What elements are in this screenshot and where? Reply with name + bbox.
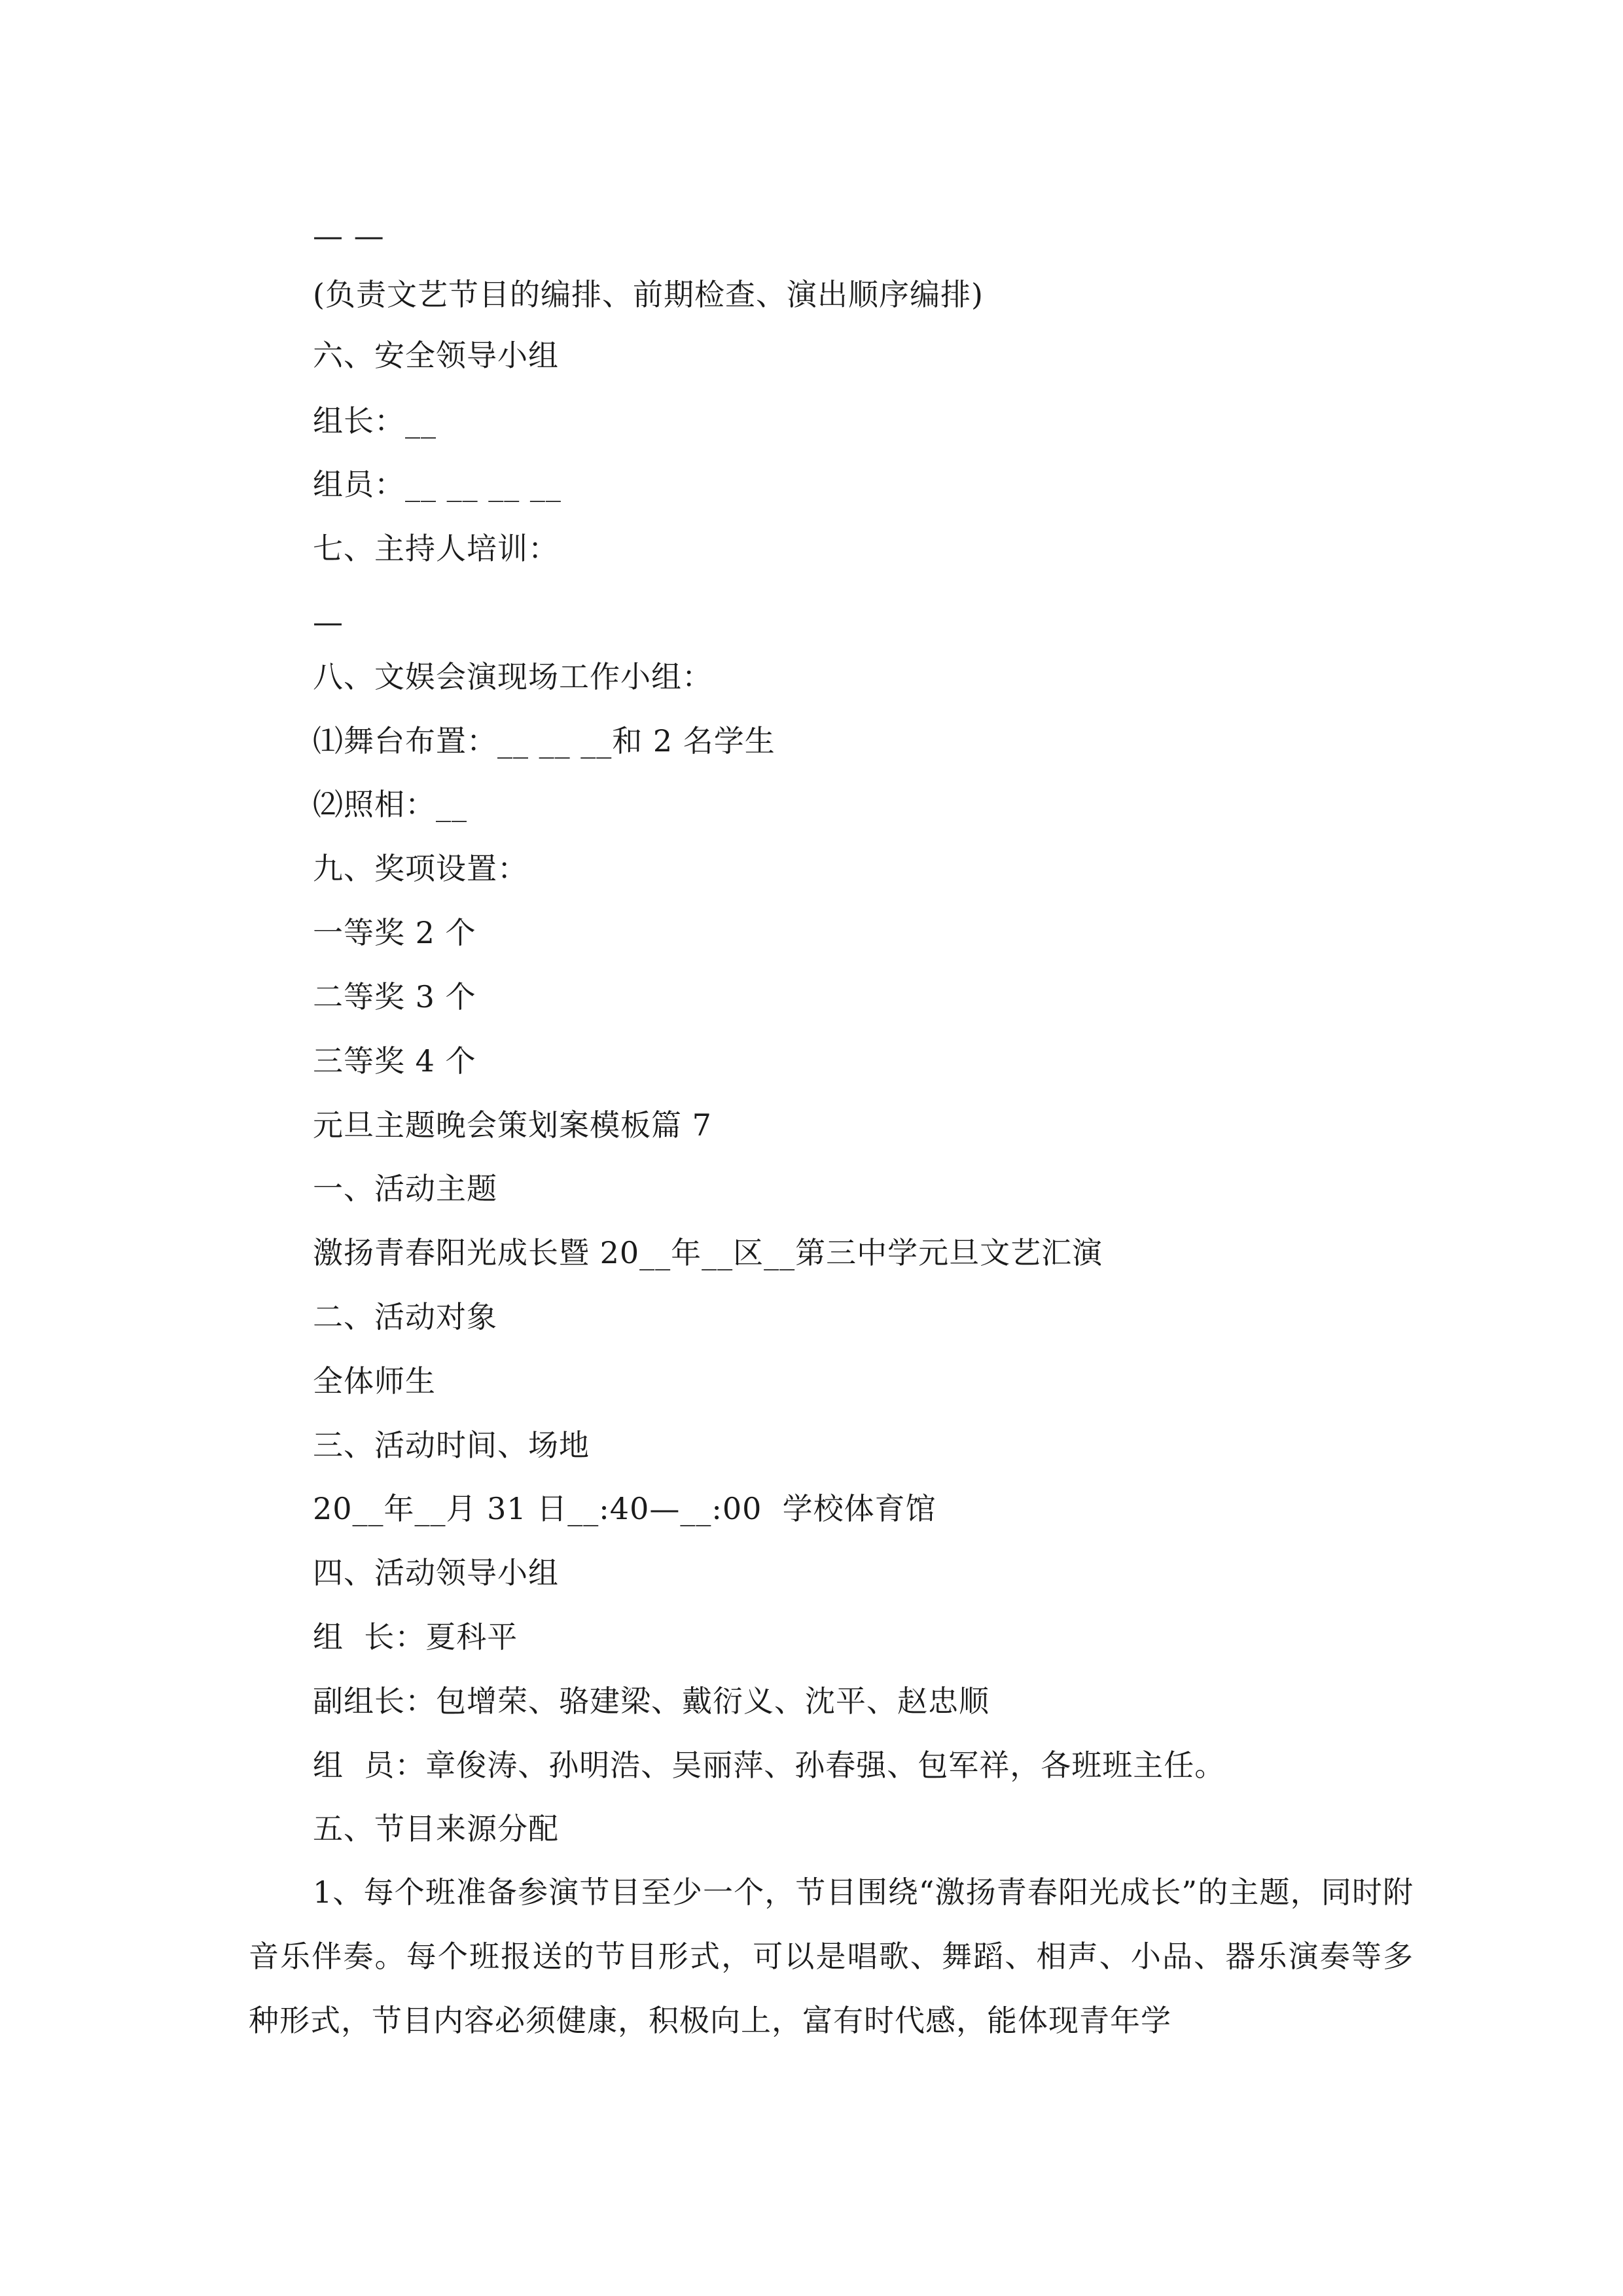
text-line-members: 组 员：章俊涛、孙明浩、吴丽萍、孙春强、包军祥，各班班主任。: [313, 1748, 1226, 1783]
text-line-host-blank: —: [313, 604, 344, 639]
text-line-first-prize: 一等奖 2 个: [313, 915, 476, 950]
text-line-dashes: — —: [313, 218, 385, 253]
heading-host-training: 七、主持人培训：: [313, 531, 559, 566]
heading-safety-group: 六、安全领导小组: [313, 338, 559, 373]
heading-activity-theme: 一、活动主题: [313, 1171, 497, 1206]
section-title-template-7: 元旦主题晚会策划案模板篇 7: [313, 1107, 712, 1143]
text-line-program-duties: (负责文艺节目的编排、前期检查、演出顺序编排): [313, 277, 984, 312]
text-line-group-leader: 组长：__: [313, 403, 437, 439]
text-line-stage-setup: ⑴舞台布置：__ __ __和 2 名学生: [313, 723, 776, 759]
text-line-third-prize: 三等奖 4 个: [313, 1043, 476, 1079]
heading-time-venue: 三、活动时间、场地: [313, 1427, 590, 1463]
paragraph-program-requirements: 1、每个班准备参演节目至少一个，节目围绕“激扬青春阳光成长”的主题，同时附音乐伴奏。每个班报送的节目形式，可以是唱歌、舞蹈、相声、小品、器乐演奏等多种形式，节目内容必须健康，积极向上，富有时代感，能体现青年学: [249, 1874, 1414, 2038]
text-line-vice-leaders: 副组长：包增荣、骆建梁、戴衍义、沈平、赵忠顺: [313, 1683, 990, 1719]
text-line-leader: 组 长：夏科平: [313, 1619, 518, 1655]
heading-leadership-group: 四、活动领导小组: [313, 1555, 559, 1590]
text-line-theme-content: 激扬青春阳光成长暨 20__年__区__第三中学元旦文艺汇演: [313, 1235, 1103, 1270]
heading-awards: 九、奖项设置：: [313, 851, 528, 886]
text-line-second-prize: 二等奖 3 个: [313, 979, 476, 1014]
text-line-group-members: 组员：__ __ __ __: [313, 467, 562, 502]
heading-onsite-work-group: 八、文娱会演现场工作小组：: [313, 659, 713, 694]
heading-activity-audience: 二、活动对象: [313, 1299, 497, 1335]
text-line-audience-content: 全体师生: [313, 1363, 436, 1399]
text-line-time-venue-content: 20__年__月 31 日__:40—__:00 学校体育馆: [313, 1491, 936, 1526]
text-line-photography: ⑵照相：__: [313, 787, 467, 822]
heading-program-sources: 五、节目来源分配: [313, 1811, 559, 1846]
